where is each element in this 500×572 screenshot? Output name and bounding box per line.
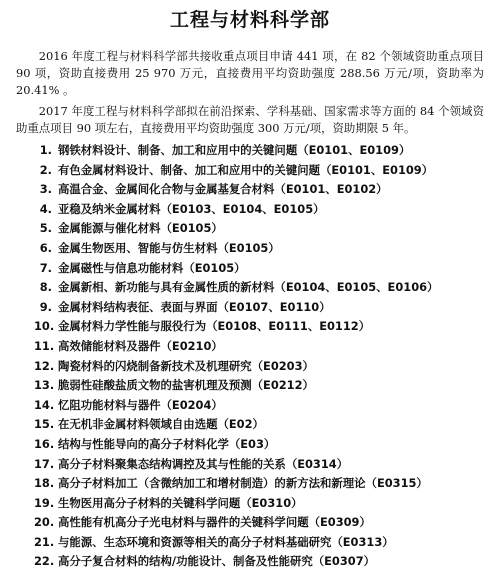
list-item [34, 494, 484, 514]
item-text: 结构与性能导向的高分子材料化学（E03） [58, 436, 276, 451]
item-text: 亚稳及纳米金属材料（E0103、E0104、E0105） [58, 201, 325, 216]
item-number: 9. [39, 299, 52, 314]
item-text: 金属磁性与信息功能材料（E0105） [58, 260, 246, 275]
item-text: 忆阻功能材料与器件（E0204） [58, 397, 223, 412]
item-text: 金属材料力学性能与服役行为（E0108、E0111、E0112） [58, 319, 371, 334]
item-number: 7. [39, 260, 52, 275]
list-item [34, 455, 484, 475]
list-item [34, 513, 484, 533]
list-item [34, 533, 484, 553]
item-text: 高温合金、金属间化合物与金属基复合材料（E0101、E0102） [58, 182, 388, 197]
item-number: 22. [34, 554, 55, 569]
item-text: 金属生物医用、智能与仿生材料（E0105） [58, 240, 280, 255]
item-number: 19. [34, 495, 55, 510]
item-text: 有色金属材料设计、制备、加工和应用中的关键问题（E0101、E0109） [58, 162, 434, 177]
item-number: 16. [34, 436, 55, 451]
list-item [34, 180, 484, 200]
item-text: 金属能源与催化材料（E0105） [58, 221, 223, 236]
list-item [34, 219, 484, 239]
list-item [34, 317, 484, 337]
list-item [34, 141, 484, 161]
list-item [34, 415, 484, 435]
item-text: 高分子材料加工（含微纳加工和增材制造）的新方法和新理论（E0315） [58, 476, 428, 491]
section-title: 工程与材料科学部 [169, 9, 330, 31]
list-item [34, 435, 484, 455]
item-number: 4. [39, 201, 52, 216]
key-project-list [34, 141, 484, 572]
item-number: 10. [34, 319, 55, 334]
list-item [34, 396, 484, 416]
list-item [34, 298, 484, 318]
list-item [34, 200, 484, 220]
item-number: 6. [39, 240, 52, 255]
item-number: 1. [39, 143, 52, 157]
item-number: 2. [39, 162, 52, 177]
item-text: 金属新相、新功能与具有金属性质的新材料（E0104、E0105、E0106） [58, 280, 439, 295]
item-number: 20. [34, 515, 55, 530]
item-number: 13. [34, 378, 55, 393]
item-text: 生物医用高分子材料的关键科学问题（E0310） [58, 495, 303, 510]
item-text: 高性能有机高分子光电材料与器件的关键科学问题（E0309） [58, 515, 371, 530]
list-item [34, 474, 484, 494]
list-item [34, 376, 484, 396]
list-item [34, 278, 484, 298]
item-number: 5. [39, 221, 52, 236]
list-item [34, 357, 484, 377]
item-text: 陶瓷材料的闪烧制备新技术及机理研究（E0203） [58, 358, 314, 373]
item-text: 高效储能材料及器件（E0210） [58, 338, 223, 353]
item-text: 钢铁材料设计、制备、加工和应用中的关键问题（E0101、E0109） [58, 143, 411, 157]
item-number: 17. [34, 456, 55, 471]
list-item [34, 239, 484, 259]
list-item [34, 161, 484, 181]
item-text: 金属材料结构表征、表面与界面（E0107、E0110） [58, 299, 331, 314]
paragraph-2017-plan: 2017 年度工程与材料科学部拟在前沿探索、学科基础、国家需求等方面的 84 个领域资助重点项目 90 项左右，直接费用平均资助强度 300 万元/项，资助期限 5 年。 [16, 104, 484, 135]
item-text: 在无机非金属材料领域自由选题（E02） [58, 417, 264, 432]
item-text: 高分子复合材料的结构/功能设计、制备及性能研究（E0307） [58, 554, 376, 569]
list-item [34, 337, 484, 357]
item-number: 11. [34, 338, 55, 353]
item-text: 脆弱性硅酸盐质文物的盐害机理及预测（E0212） [58, 378, 314, 393]
item-text: 与能源、生态环境和资源等相关的高分子材料基础研究（E0313） [58, 534, 394, 549]
item-number: 12. [34, 358, 55, 373]
item-number: 15. [34, 417, 55, 432]
list-item [34, 552, 484, 572]
item-number: 3. [39, 182, 52, 197]
item-number: 21. [34, 534, 55, 549]
item-number: 8. [39, 280, 52, 295]
item-text: 高分子材料聚集态结构调控及其与性能的关系（E0314） [58, 456, 349, 471]
item-number: 14. [34, 397, 55, 412]
paragraph-2016-summary: 2016 年度工程与材料科学部共接收重点项目申请 441 项，在 82 个领域资助重点项目 90 项，资助直接费用 25 970 万元，直接费用平均资助强度 288.56 万元/项，资助率为 20.41% 。 [16, 49, 484, 97]
item-number: 18. [34, 476, 55, 491]
list-item [34, 259, 484, 279]
